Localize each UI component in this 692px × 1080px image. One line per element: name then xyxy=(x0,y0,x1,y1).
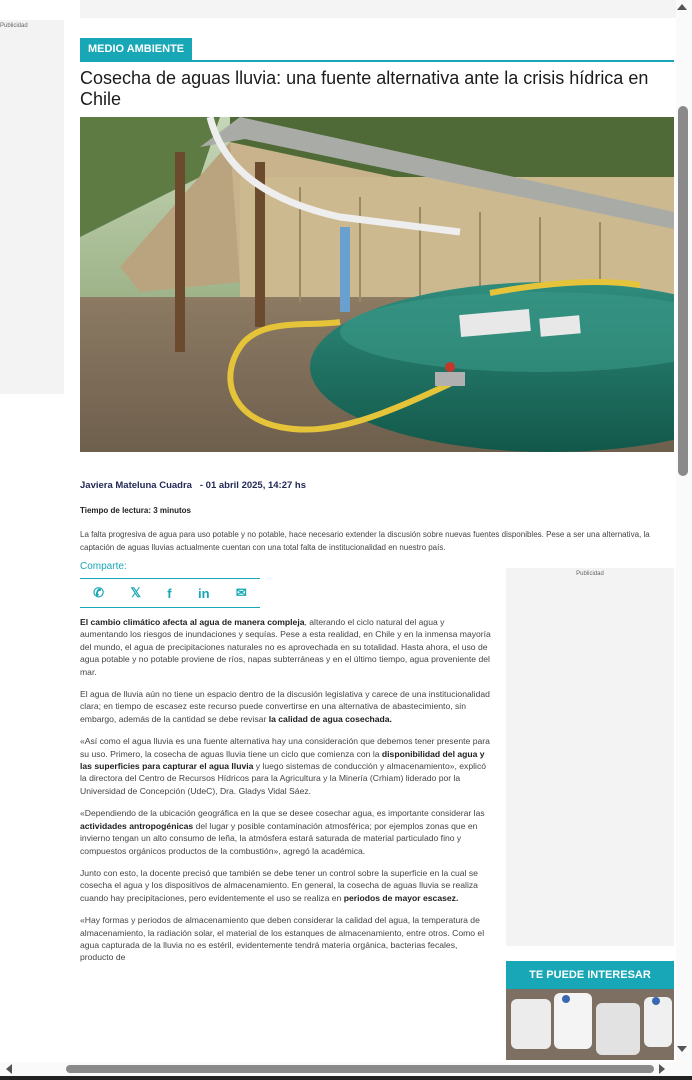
scroll-right-icon[interactable] xyxy=(659,1064,665,1074)
facebook-icon[interactable]: f xyxy=(167,585,172,601)
byline-separator: - xyxy=(194,480,206,491)
whatsapp-icon[interactable]: ✆ xyxy=(93,585,105,600)
scroll-up-icon[interactable] xyxy=(677,4,687,10)
author-name[interactable]: Javiera Mateluna Cuadra xyxy=(80,480,192,491)
reading-time: Tiempo de lectura: 3 minutos xyxy=(80,506,191,515)
category-tag[interactable]: MEDIO AMBIENTE xyxy=(80,38,192,60)
right-ad-banner[interactable] xyxy=(506,568,674,946)
x-icon[interactable]: 𝕏 xyxy=(130,585,141,600)
body-paragraph: «Dependiendo de la ubicación geográfica en la que se desee cosechar agua, es importante considerar las actividades antropogénicas del lugar y posible contaminación atmosférica; por ejemplos zonas que en invierno tengan un alto consumo de leña, la atmósfera estará saturada de material particulado fino y compuestos orgánicos productos de la combustión», agregó la académica. xyxy=(80,808,485,856)
vertical-scrollbar[interactable] xyxy=(676,0,692,1064)
interest-section-title: TE PUEDE INTERESAR xyxy=(506,961,674,989)
scroll-left-icon[interactable] xyxy=(6,1064,12,1074)
left-ad-banner[interactable] xyxy=(0,20,64,394)
article-lead: La falta progresiva de agua para uso potable y no potable, hace necesario extender la discusión sobre nuevas fuentes disponibles. Pese a ser una alternativa, la captación de aguas lluvias actualmente cuentan con una total falta de institucionalidad en nuestro país. xyxy=(80,530,650,552)
body-paragraph: «Hay formas y periodos de almacenamiento que deben considerar la calidad del agua, la temperatura de almacenamiento, la radiación solar, el material de los estanques de almacenamiento, entre otros. Como el agua capturada de la lluvia no es estéril, evidentemente tendrá materia orgánica, bacterias fecales, producto de xyxy=(80,915,485,963)
article-title: Cosecha de aguas lluvia: una fuente alternativa ante la crisis hídrica en Chile xyxy=(80,68,649,109)
publish-date: 01 abril 2025, 14:27 hs xyxy=(205,480,307,491)
top-banner-strip xyxy=(80,0,676,18)
body-paragraph: El cambio climático afecta al agua de manera compleja, alterando el ciclo natural del agua y aumentando los riesgos de inundaciones y sequías. Pese a esta realidad, en Chile y en la inmensa mayoría del mundo, el agua de precipitaciones naturales no es aprovechada en su totalidad. Hasta ahora, el uso de agua potable y no potable proviene de ríos, napas subterráneas y en el último tiempo, agua proveniente del mar. xyxy=(80,617,491,677)
hero-image xyxy=(80,117,674,452)
horizontal-scrollbar[interactable] xyxy=(0,1062,692,1076)
scroll-down-icon[interactable] xyxy=(677,1046,687,1052)
share-bar xyxy=(80,578,260,608)
linkedin-icon[interactable]: in xyxy=(197,585,210,601)
category-divider xyxy=(80,60,674,62)
article-byline xyxy=(80,480,306,491)
body-paragraph: El agua de lluvia aún no tiene un espacio dentro de la discusión legislativa y carece de una institucionalidad clara; en tiempo de escasez este recurso puede convertirse en una alternativa de abastecimiento, sin embargo, además de la cantidad se debe revisar la calidad de agua cosechada. xyxy=(80,689,490,724)
interest-article-image[interactable] xyxy=(506,989,674,1060)
ad-label: Publicidad xyxy=(0,23,28,29)
email-icon[interactable]: ✉ xyxy=(235,585,247,600)
share-label: Comparte: xyxy=(80,561,127,572)
body-paragraph: «Así como el agua lluvia es una fuente alternativa hay una consideración que debemos tener presente para su uso. Primero, la cosecha de aguas lluvia tiene un ciclo que comienza con la disponibilidad del agua y las superficies para capturar el agua lluvia y luego sistemas de conducción y almacenamiento», explicó la directora del Centro de Recursos Hídricos para la Agricultura y la Minería (Crhiam) liderado por la Universidad de Concepción (UdeC), Dra. Gladys Vidal Sáez. xyxy=(80,736,490,796)
horizontal-scroll-thumb[interactable] xyxy=(66,1065,654,1073)
ad-label: Publicidad xyxy=(576,571,604,577)
window-bottom-edge xyxy=(0,1076,692,1080)
body-paragraph: Junto con esto, la docente precisó que también se debe tener un control sobre la superficie en la cual se cosecha el agua y los dispositivos de almacenamiento. En general, la cosecha de aguas lluvia se realiza cuando hay precipitaciones, pero evidentemente el uso se realiza en periodos de mayor escasez. xyxy=(80,867,478,903)
vertical-scroll-thumb[interactable] xyxy=(678,106,688,476)
article-body xyxy=(80,616,492,974)
